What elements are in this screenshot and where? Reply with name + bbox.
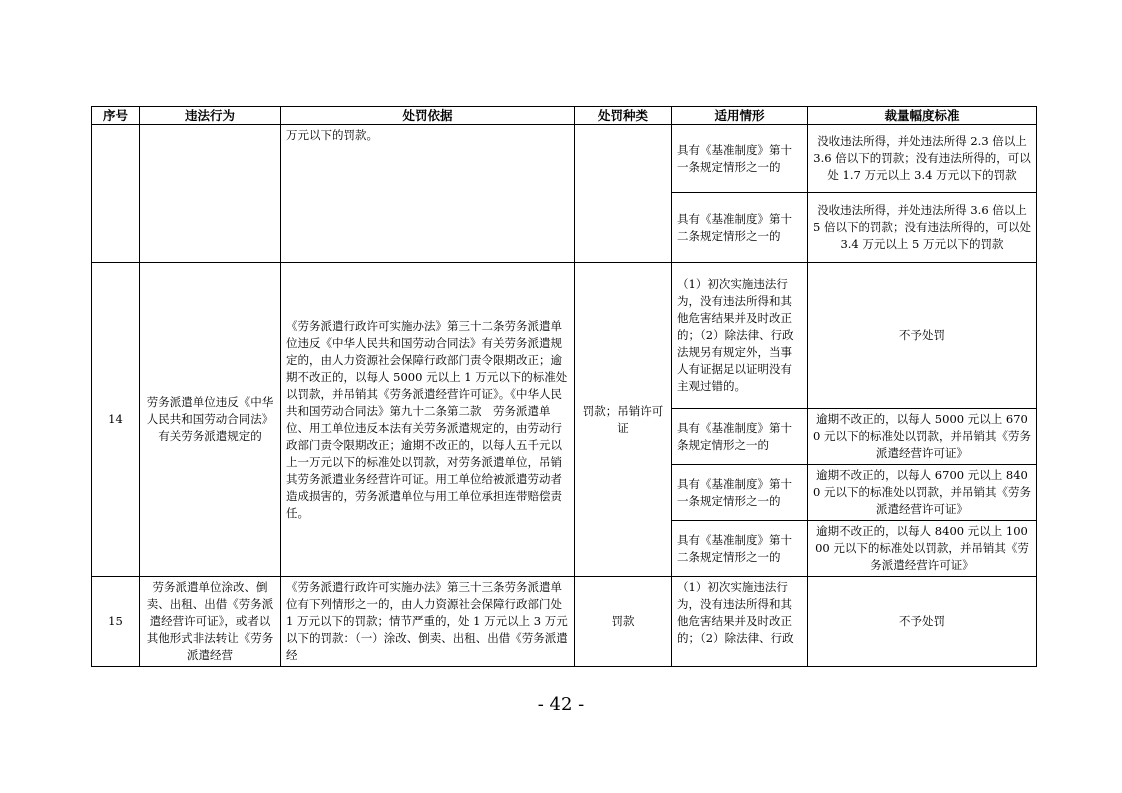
cell-basis: 《劳务派遣行政许可实施办法》第三十二条劳务派遣单位违反《中华人民共和国劳动合同法》有关劳务派遣规定的，由人力资源社会保障行政部门责令限期改正；逾期不改正的，以每人 5000 元以上 1 万元以下的标准处以罚款，并吊销其《劳务派遣经营许可证》。《中华人民共和国劳动合同法》第九十二条第二款 劳务派遣单位、用工单位违反本法有关劳务派遣规定的，由劳动行政部门责令限期改正；逾期不改正的，以每人五千元以上一万元以下的标准处以罚款，对劳务派遣单位，吊销其劳务派遣业务经营许可证。用工单位给被派遣劳动者造成损害的，劳务派遣单位与用工单位承担连带赔偿责任。 [281, 263, 575, 577]
cell-no: 14 [92, 263, 140, 577]
cell-no [92, 125, 140, 263]
cell-standard: 不予处罚 [808, 263, 1037, 409]
cell-type: 罚款；吊销许可证 [575, 263, 672, 577]
cell-situation: 具有《基准制度》第十一条规定情形之一的 [672, 465, 808, 521]
table-row [92, 263, 1037, 409]
header-act: 违法行为 [140, 107, 281, 125]
cell-situation: 具有《基准制度》第十二条规定情形之一的 [672, 521, 808, 577]
cell-type: 罚款 [575, 577, 672, 667]
header-situation: 适用情形 [672, 107, 808, 125]
cell-standard: 不予处罚 [808, 577, 1037, 667]
cell-situation: 具有《基准制度》第十条规定情形之一的 [672, 409, 808, 465]
header-type: 处罚种类 [575, 107, 672, 125]
cell-situation: 具有《基准制度》第十二条规定情形之一的 [672, 193, 808, 263]
table-row [92, 125, 1037, 193]
cell-situation: 具有《基准制度》第十一条规定情形之一的 [672, 125, 808, 193]
page-number: - 42 - [537, 694, 585, 715]
cell-standard: 没收违法所得，并处违法所得 3.6 倍以上 5 倍以下的罚款；没有违法所得的，可以处 3.4 万元以上 5 万元以下的罚款 [808, 193, 1037, 263]
cell-act [140, 125, 281, 263]
header-standard: 裁量幅度标准 [808, 107, 1037, 125]
cell-standard: 逾期不改正的，以每人 6700 元以上 8400 元以下的标准处以罚款，并吊销其《劳务派遣经营许可证》 [808, 465, 1037, 521]
penalty-table [91, 106, 1037, 667]
cell-situation: （1）初次实施违法行为，没有违法所得和其他危害结果并及时改正的；（2）除法律、行政法规另有规定外，当事人有证据足以证明没有主观过错的。 [672, 263, 808, 409]
header-row [92, 107, 1037, 125]
cell-situation: （1）初次实施违法行为，没有违法所得和其他危害结果并及时改正的；（2）除法律、行政 [672, 577, 808, 667]
cell-basis: 《劳务派遣行政许可实施办法》第三十三条劳务派遣单位有下列情形之一的，由人力资源社会保障行政部门处 1 万元以下的罚款；情节严重的，处 1 万元以上 3 万元以下的罚款：（一）涂改、倒卖、出租、出借《劳务派遣经 [281, 577, 575, 667]
header-no: 序号 [92, 107, 140, 125]
cell-basis: 万元以下的罚款。 [281, 125, 575, 263]
cell-act: 劳务派遣单位违反《中华人民共和国劳动合同法》有关劳务派遣规定的 [140, 263, 281, 577]
cell-type [575, 125, 672, 263]
cell-standard: 逾期不改正的，以每人 8400 元以上 10000 元以下的标准处以罚款，并吊销其《劳务派遣经营许可证》 [808, 521, 1037, 577]
cell-standard: 没收违法所得，并处违法所得 2.3 倍以上 3.6 倍以下的罚款；没有违法所得的，可以处 1.7 万元以上 3.4 万元以下的罚款 [808, 125, 1037, 193]
header-basis: 处罚依据 [281, 107, 575, 125]
cell-no: 15 [92, 577, 140, 667]
cell-act: 劳务派遣单位涂改、倒卖、出租、出借《劳务派遣经营许可证》，或者以其他形式非法转让《劳务派遣经营 [140, 577, 281, 667]
cell-standard: 逾期不改正的，以每人 5000 元以上 6700 元以下的标准处以罚款，并吊销其《劳务派遣经营许可证》 [808, 409, 1037, 465]
table-row [92, 577, 1037, 667]
